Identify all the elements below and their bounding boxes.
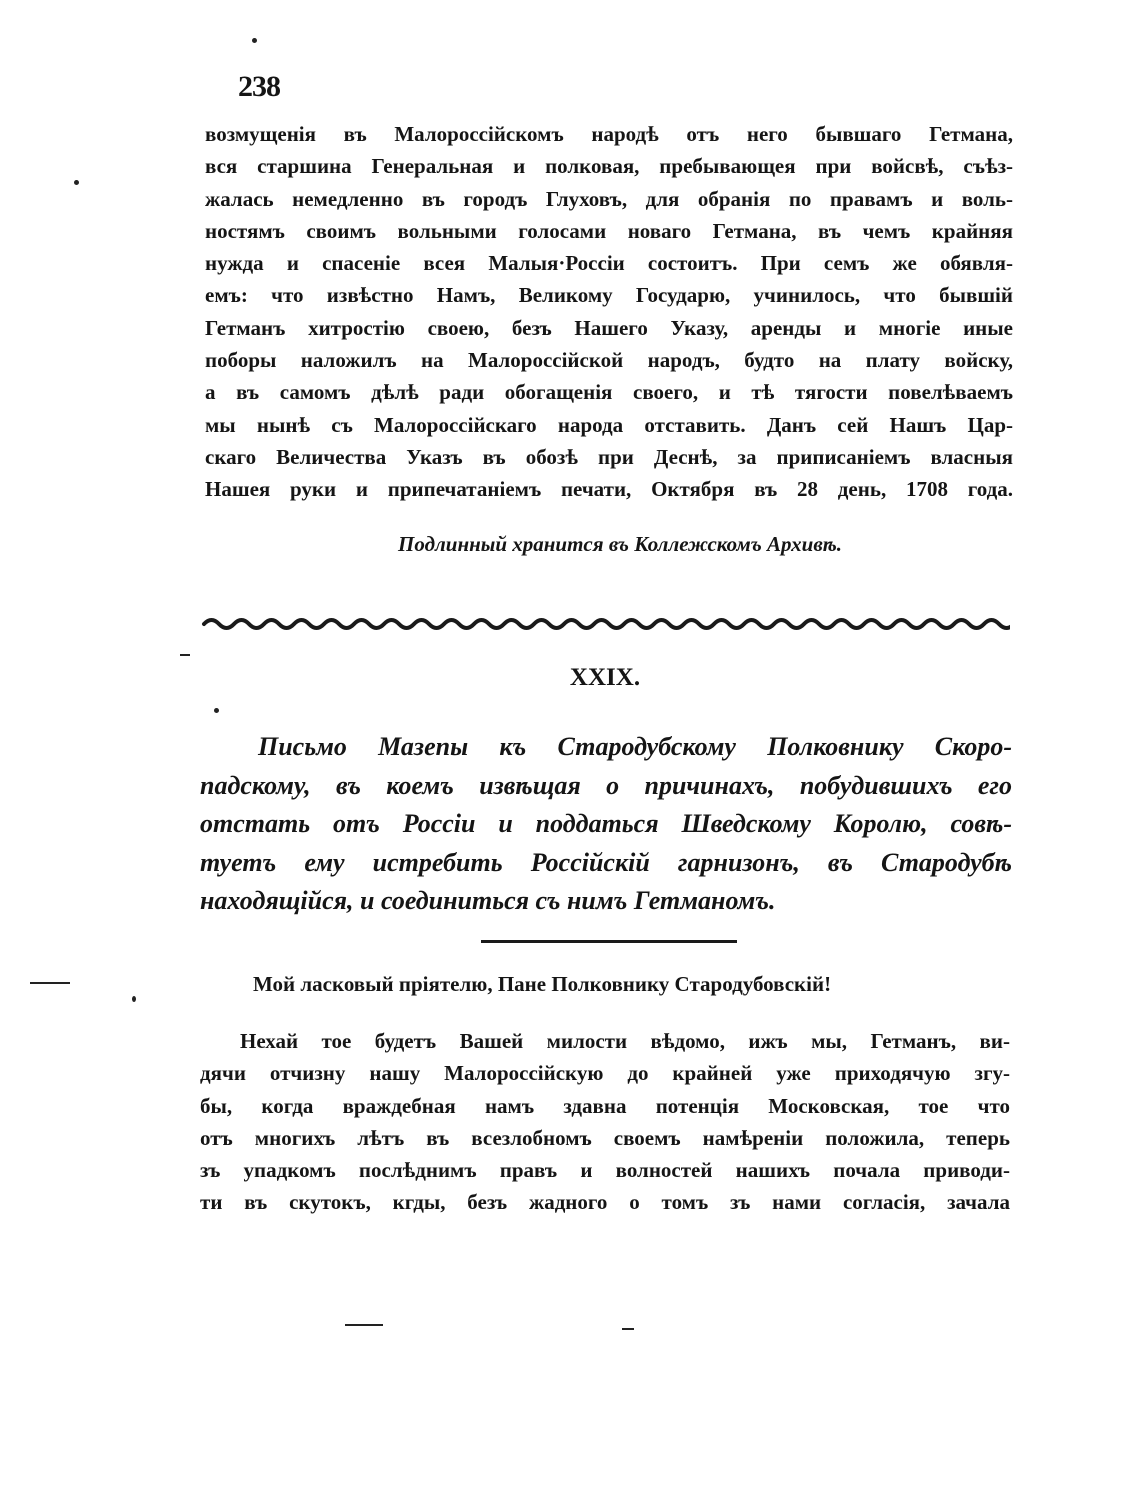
- text-line: возмущенія въ Малороссійскомъ народѣ отъ него бывшаго Гетмана,: [205, 122, 1013, 146]
- scan-mark: [30, 982, 70, 984]
- text-line: Нашея руки и припечатаніемъ печати, Октября въ 28 день, 1708 года.: [205, 477, 1013, 502]
- summary-line: туетъ ему истребить Россійскій гарнизонъ, въ Стародубѣ: [200, 847, 1012, 877]
- summary-line: отстать отъ Россіи и поддаться Шведскому Королю, совѣ-: [200, 809, 1012, 838]
- text-line: отъ многихъ лѣтъ въ всезлобномъ своемъ намѣреніи положила, теперь: [200, 1125, 1010, 1150]
- page-number: 238: [238, 70, 280, 103]
- scan-speck: [252, 38, 257, 43]
- text-line: жалась немедленно въ городъ Глуховъ, для обранія по правамъ и воль-: [205, 186, 1013, 211]
- source-note: Подлинный хранится въ Коллежскомъ Архивѣ.: [398, 532, 842, 556]
- salutation: Мой ласковый пріятелю, Пане Полковнику Стародубовскій!: [253, 972, 832, 996]
- text-line: вся старшина Генеральная и полковая, пребывающея при войсвѣ, съѣз-: [205, 154, 1013, 179]
- scan-mark: [345, 1324, 383, 1326]
- text-line: бы, когда враждебная намъ здавна потенція Московская, тое что: [200, 1093, 1010, 1118]
- scan-mark: [180, 654, 190, 656]
- text-line: ностямъ своимъ вольными голосами новаго Гетмана, въ чемъ крайняя: [205, 218, 1013, 243]
- document-summary: [200, 728, 1012, 921]
- scan-speck: [74, 180, 79, 185]
- summary-line: находящійся, и соединиться съ нимъ Гетманомъ.: [200, 886, 776, 915]
- summary-line: Письмо Мазепы къ Стародубскому Полковнику Скоро-: [258, 732, 1012, 761]
- text-line: Гетманъ хитростію своею, безъ Нашего Указу, аренды и многіе иные: [205, 315, 1013, 340]
- scan-speck: [132, 996, 136, 1002]
- wavy-divider: [200, 612, 1010, 636]
- text-line: поборы наложилъ на Малороссійской народъ, будто на плату войску,: [205, 348, 1013, 373]
- document-number: XXIX.: [569, 664, 641, 691]
- text-line: Нехай тое будетъ Вашей милости вѣдомо, ижъ мы, Гетманъ, ви-: [240, 1029, 1010, 1053]
- text-line: ти въ скутокъ, кгды, безъ жадного о томъ зъ нами согласія, зачала: [200, 1190, 1010, 1215]
- scan-mark: [622, 1328, 634, 1330]
- summary-line: падскому, въ коемъ извѣщая о причинахъ, побудившихъ его: [200, 770, 1012, 800]
- text-line: мы нынѣ съ Малороссійскаго народа отставить. Данъ сей Нашъ Цар-: [205, 412, 1013, 437]
- scan-speck: [214, 708, 219, 713]
- decree-body-text: [205, 118, 1013, 506]
- section-rule: [481, 940, 737, 943]
- text-line: скаго Величества Указъ въ обозѣ при Деснѣ, за приписаніемъ власныя: [205, 444, 1013, 469]
- letter-body-text: [200, 1025, 1010, 1219]
- text-line: дячи отчизну нашу Малороссійскую до крайней уже приходячую згу-: [200, 1061, 1010, 1086]
- text-line: зъ упадкомъ послѣднимъ правъ и волностей нашихъ почала приводи-: [200, 1158, 1010, 1183]
- text-line: нужда и спасеніе всея Малыя·Россіи состоитъ. При семъ же обявля-: [205, 251, 1013, 276]
- text-line: а въ самомъ дѣлѣ ради обогащенія своего, и тѣ тягости повелѣваемъ: [205, 380, 1013, 405]
- text-line: емъ: что извѣстно Намъ, Великому Государю, учинилось, что бывшій: [205, 283, 1013, 308]
